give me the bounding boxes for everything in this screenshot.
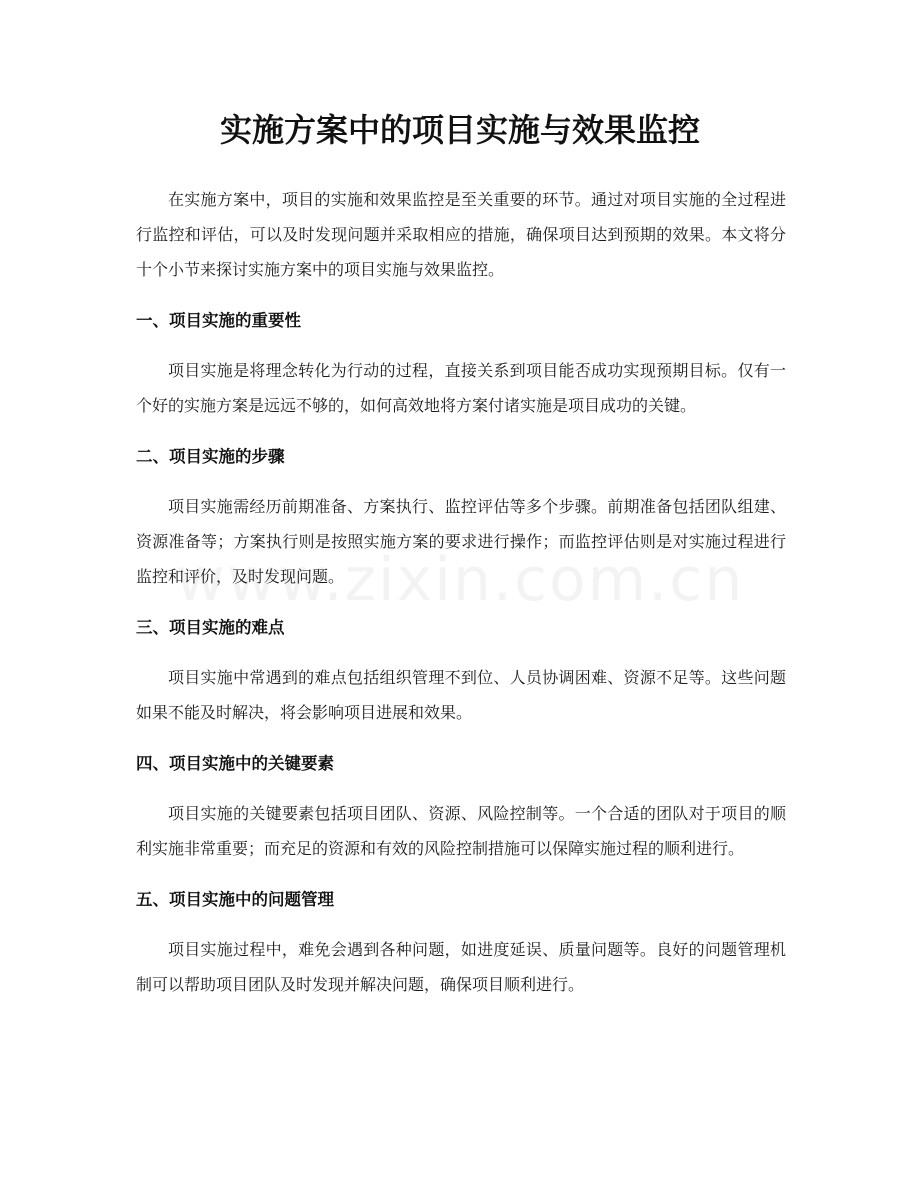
section-paragraph: 项目实施过程中，难免会遇到各种问题，如进度延误、质量问题等。良好的问题管理机制可以帮助项目团队及时发现并解决问题，确保项目顺利进行。 [136,940,786,994]
section-heading: 三、项目实施的难点 [136,618,285,637]
section-paragraph: 项目实施的关键要素包括项目团队、资源、风险控制等。一个合适的团队对于项目的顺利实施非常重要；而充足的资源和有效的风险控制措施可以保障实施过程的顺利进行。 [136,804,786,858]
document-title: 实施方案中的项目实施与效果监控 [219,111,700,149]
section-paragraph: 项目实施中常遇到的难点包括组织管理不到位、人员协调困难、资源不足等。这些问题如果不能及时解决，将会影响项目进展和效果。 [136,668,786,722]
section-heading: 五、项目实施中的问题管理 [136,890,334,909]
section-paragraph: 项目实施需经历前期准备、方案执行、监控评估等多个步骤。前期准备包括团队组建、资源准备等；方案执行则是按照实施方案的要求进行操作；而监控评估则是对实施过程进行监控和评价，及时发现问题。 [136,497,786,586]
document-body [136,182,786,1022]
section-paragraph: 项目实施是将理念转化为行动的过程，直接关系到项目能否成功实现预期目标。仅有一个好的实施方案是远远不够的，如何高效地将方案付诸实施是项目成功的关键。 [136,361,786,415]
section-heading: 一、项目实施的重要性 [136,311,301,330]
section-heading: 二、项目实施的步骤 [136,447,285,466]
intro-paragraph: 在实施方案中，项目的实施和效果监控是至关重要的环节。通过对项目实施的全过程进行监控和评估，可以及时发现问题并采取相应的措施，确保项目达到预期的效果。本文将分十个小节来探讨实施方案中的项目实施与效果监控。 [136,190,786,279]
section-heading: 四、项目实施中的关键要素 [136,754,334,773]
